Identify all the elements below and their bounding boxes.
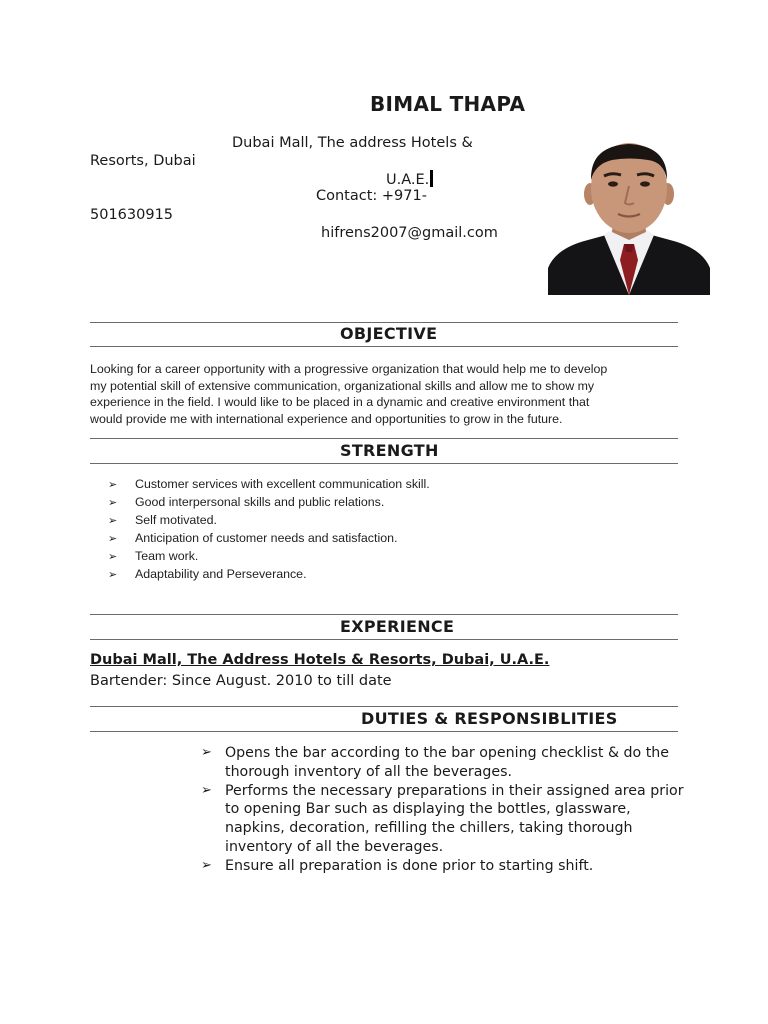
address-line-1: Dubai Mall, The address Hotels &: [232, 135, 473, 151]
experience-top-rule: [90, 614, 678, 615]
company-name: Dubai Mall, The Address Hotels & Resorts, Dubai, U.A.E.: [90, 652, 550, 668]
strength-heading: STRENGTH: [340, 441, 439, 460]
strength-item-text: Self motivated.: [135, 513, 217, 527]
arrow-bullet-icon: ➢: [108, 568, 118, 581]
arrow-bullet-icon: ➢: [201, 782, 212, 798]
arrow-bullet-icon: ➢: [201, 857, 212, 873]
objective-heading: OBJECTIVE: [340, 324, 438, 343]
list-item: [108, 547, 430, 565]
list-item: [108, 475, 430, 493]
arrow-bullet-icon: ➢: [108, 514, 118, 527]
candidate-name: BIMAL THAPA: [370, 92, 526, 116]
arrow-bullet-icon: ➢: [201, 745, 212, 760]
experience-heading: EXPERIENCE: [340, 617, 455, 636]
list-item: [108, 493, 430, 511]
strength-list: [108, 475, 430, 583]
objective-text: [90, 361, 690, 427]
objective-top-rule: [90, 322, 678, 323]
objective-line: experience in the field. I would like to be placed in a dynamic and creative environment that: [90, 395, 590, 409]
objective-line: my potential skill of extensive communication, organizational skills and allow me to show my: [90, 378, 595, 393]
text-cursor: [430, 170, 433, 187]
list-item: [108, 565, 430, 583]
experience-bottom-rule: [90, 639, 678, 640]
address-country: U.A.E.: [386, 172, 430, 188]
address-line-2: Resorts, Dubai: [90, 153, 196, 169]
list-item: [108, 511, 430, 529]
list-item: [201, 857, 691, 876]
duties-heading: DUTIES & RESPONSIBLITIES: [361, 709, 618, 728]
arrow-bullet-icon: ➢: [108, 496, 118, 509]
strength-item-text: Adaptability and Perseverance.: [135, 567, 307, 581]
arrow-bullet-icon: ➢: [108, 550, 118, 563]
strength-top-rule: [90, 438, 678, 439]
objective-bottom-rule: [90, 346, 678, 347]
list-item: [201, 744, 691, 782]
list-item: [108, 529, 430, 547]
profile-photo: [548, 140, 710, 295]
list-item: [201, 782, 691, 857]
objective-line: Looking for a career opportunity with a progressive organization that would help me to develop: [90, 362, 608, 376]
duty-item-text: Opens the bar according to the bar opening checklist & do the thorough inventory of all the beverages.: [225, 745, 670, 780]
duty-item-text: Performs the necessary preparations in their assigned area prior to opening Bar such as displaying the bottles, glassware, napkins, decoration, refilling the chillers, taking thorough inventory of all the beverages.: [225, 782, 684, 855]
email-address: hifrens2007@gmail.com: [321, 225, 498, 241]
strength-item-text: Anticipation of customer needs and satisfaction.: [135, 531, 398, 545]
job-role: Bartender: Since August. 2010 to till date: [90, 673, 392, 689]
contact-line-1: Contact: +971-: [316, 188, 427, 204]
strength-item-text: Customer services with excellent communication skill.: [135, 477, 430, 491]
portrait-illustration: [548, 140, 710, 295]
strength-bottom-rule: [90, 463, 678, 464]
duty-item-text: Ensure all preparation is done prior to starting shift.: [225, 857, 594, 874]
arrow-bullet-icon: ➢: [108, 532, 118, 545]
contact-line-2: 501630915: [90, 207, 174, 223]
duties-bottom-rule: [90, 731, 678, 732]
duties-top-rule: [90, 706, 678, 707]
objective-line: would provide me with international experience and opportunities to grow in the future.: [90, 411, 563, 426]
arrow-bullet-icon: ➢: [108, 478, 118, 491]
strength-item-text: Team work.: [135, 549, 199, 563]
strength-item-text: Good interpersonal skills and public relations.: [135, 495, 385, 509]
duties-list: [201, 744, 691, 876]
